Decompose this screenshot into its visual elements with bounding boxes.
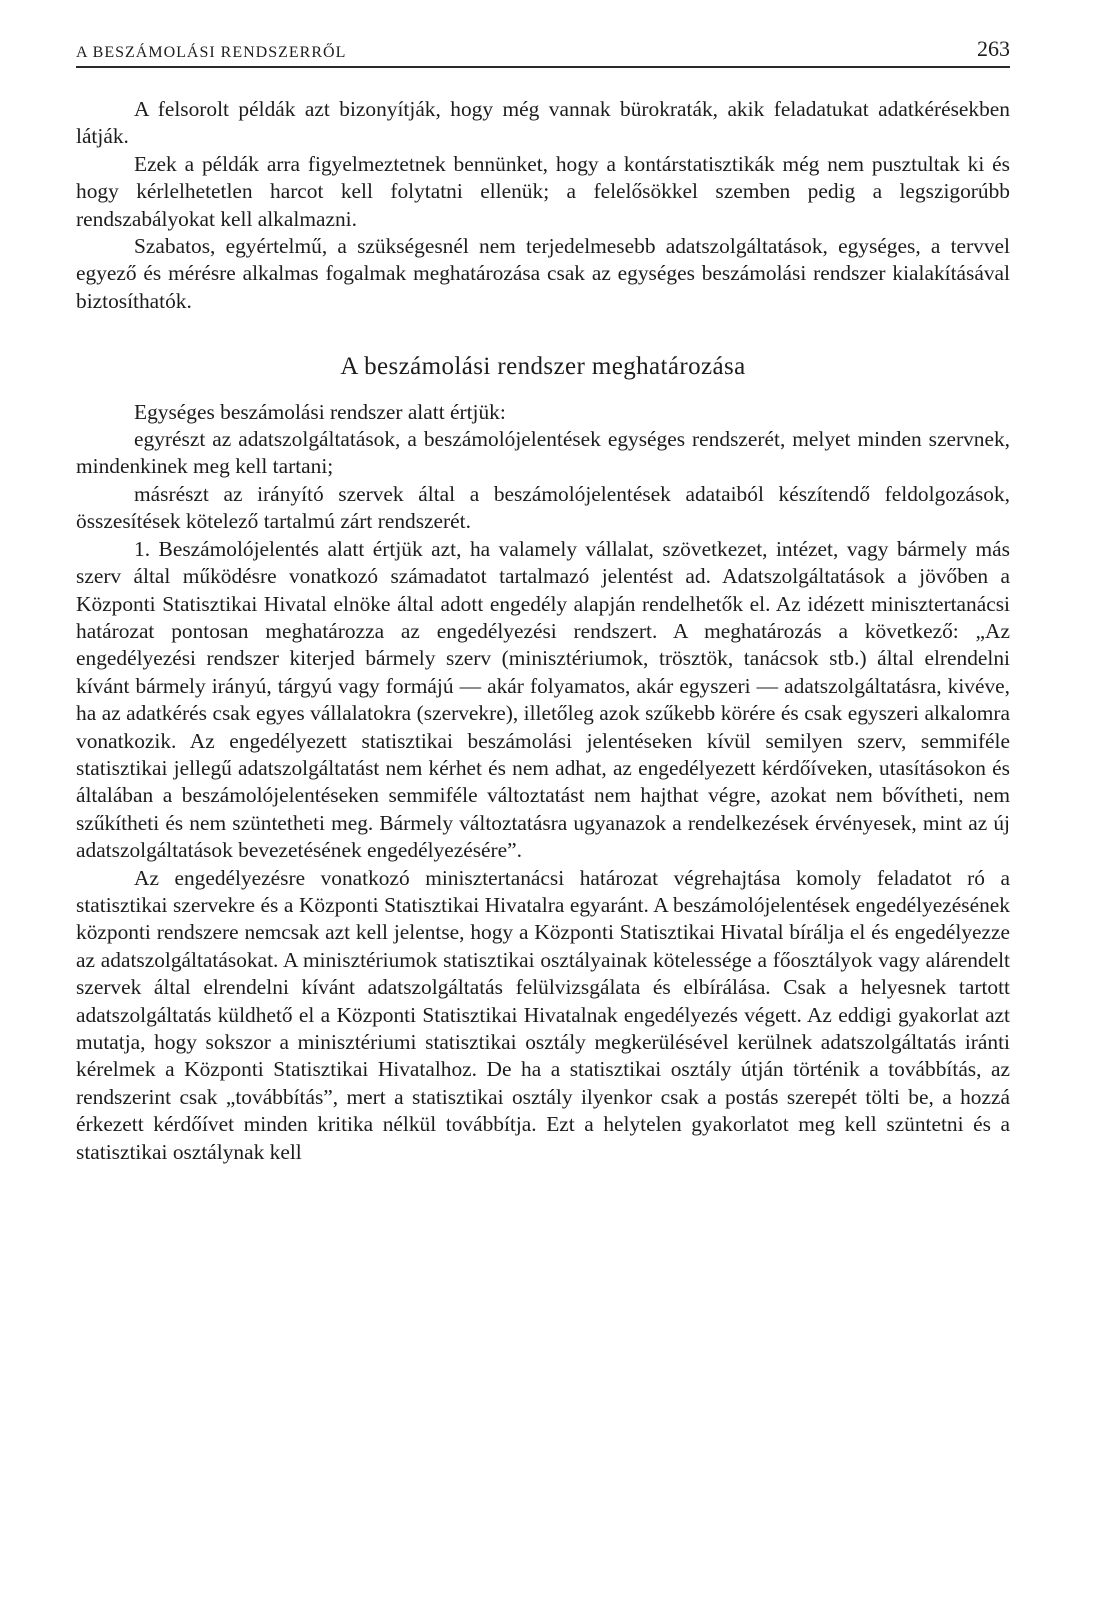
paragraph: egyrészt az adatszolgáltatások, a beszámolójelentések egységes rendszerét, melyet minden szervnek, mindenkinek meg kell tartani;: [76, 427, 1010, 479]
paragraph: Az engedélyezésre vonatkozó minisztertanácsi határozat végrehajtása komoly feladatot ró a statisztikai szervekre és a Központi Statisztikai Hivatalra egyaránt. A beszámolójelentések engedélyezésének központi rendszere nemcsak azt kell jelentse, hogy a Központi Statisztikai Hivatal bírálja el és engedélyezze az adatszolgáltatásokat. A minisztériumok statisztikai osztályainak kötelessége a főosztályok vagy alárendelt szervek által elrendelni kívánt adatszolgáltatás felülvizsgálata és elbírálása. Csak a helyesnek tartott adatszolgáltatás küldhető el a Központi Statisztikai Hivatalnak engedélyezés végett. Az eddigi gyakorlat azt mutatja, hogy sokszor a minisztériumi statisztikai osztály megkerülésével kerülnek adatszolgáltatás iránti kérelmek a Központi Statisztikai Hivatalhoz. De ha a statisztikai osztály útján történik a továbbítás, az rendszerint csak „továbbítás”, mert a statisztikai osztály ilyenkor csak a postás szerepét tölti be, a hozzá érkezett kérdőívet minden kritika nélkül továbbítja. Ezt a helytelen gyakorlatot meg kell szüntetni és a statisztikai osztálynak kell: [76, 865, 1010, 1164]
paragraph: A felsorolt példák azt bizonyítják, hogy még vannak bürokraták, akik feladatukat adatkérésekben látják.: [76, 97, 1010, 149]
paragraph: másrészt az irányító szervek által a beszámolójelentések adataiból készítendő feldolgozások, összesítések kötelező tartalmú zárt rendszerét.: [76, 481, 1010, 534]
paragraph: 1. Beszámolójelentés alatt értjük azt, ha valamely vállalat, szövetkezet, intézet, vagy bármely más szerv által működésre vonatkozó számadatot tartalmazó jelentést ad. Adatszolgáltatások a jövőben a Központi Statisztikai Hivatal elnöke által adott engedély alapján rendelhetők el. Az idézett minisztertanácsi határozat pontosan meghatározza az engedélyezési rendszert. A meghatározás a következő: „Az engedélyezési rendszer kiterjed bármely szerv (minisztériumok, trösztök, tanácsok stb.) által elrendelni kívánt bármely irányú, tárgyú vagy formájú — akár folyamatos, akár egyszeri — adatszolgáltatásra, kivéve, ha az adatkérés csak egyes vállalatokra (szervekre), illetőleg azok szűkebb körére és csak egyszeri alkalomra vonatkozik. Az engedélyezett statisztikai beszámolási jelentéseken kívül semilyen szerv, semmiféle statisztikai jellegű adatszolgáltatást nem kérhet és nem adhat, az engedélyezett kérdőíveken, utasításokon és általában a beszámolójelentéseken semmiféle változtatást nem hajthat végre, azokat nem bővítheti, nem szűkítheti és nem szüntetheti meg. Bármely változtatásra ugyanazok a rendelkezések érvényesek, mint az új adatszolgáltatások bevezetésének engedélyezésére”.: [76, 536, 1010, 863]
page-number: 263: [977, 36, 1010, 61]
paragraph: Ezek a példák arra figyelmeztetnek bennünket, hogy a kontárstatisztikák még nem pusztultak ki és hogy kérlelhetetlen harcot kell folytatni ellenük; a felelősökkel szemben pedig a legszigorúbb rendszabályokat kell alkalmazni.: [76, 151, 1010, 231]
page-body: [76, 96, 1010, 1166]
section-heading: A beszámolási rendszer meghatározása: [340, 353, 746, 381]
running-title: A BESZÁMOLÁSI RENDSZERRŐL: [76, 44, 347, 61]
paragraph: Szabatos, egyértelmű, a szükségesnél nem terjedelmesebb adatszolgáltatások, egységes, a tervvel egyező és mérésre alkalmas fogalmak meghatározása csak az egységes beszámolási rendszer kialakításával biztosíthatók.: [76, 234, 1010, 313]
paragraph: Egységes beszámolási rendszer alatt értjük:: [134, 399, 506, 424]
page-header: [76, 30, 1010, 68]
book-page: [76, 30, 1010, 1590]
